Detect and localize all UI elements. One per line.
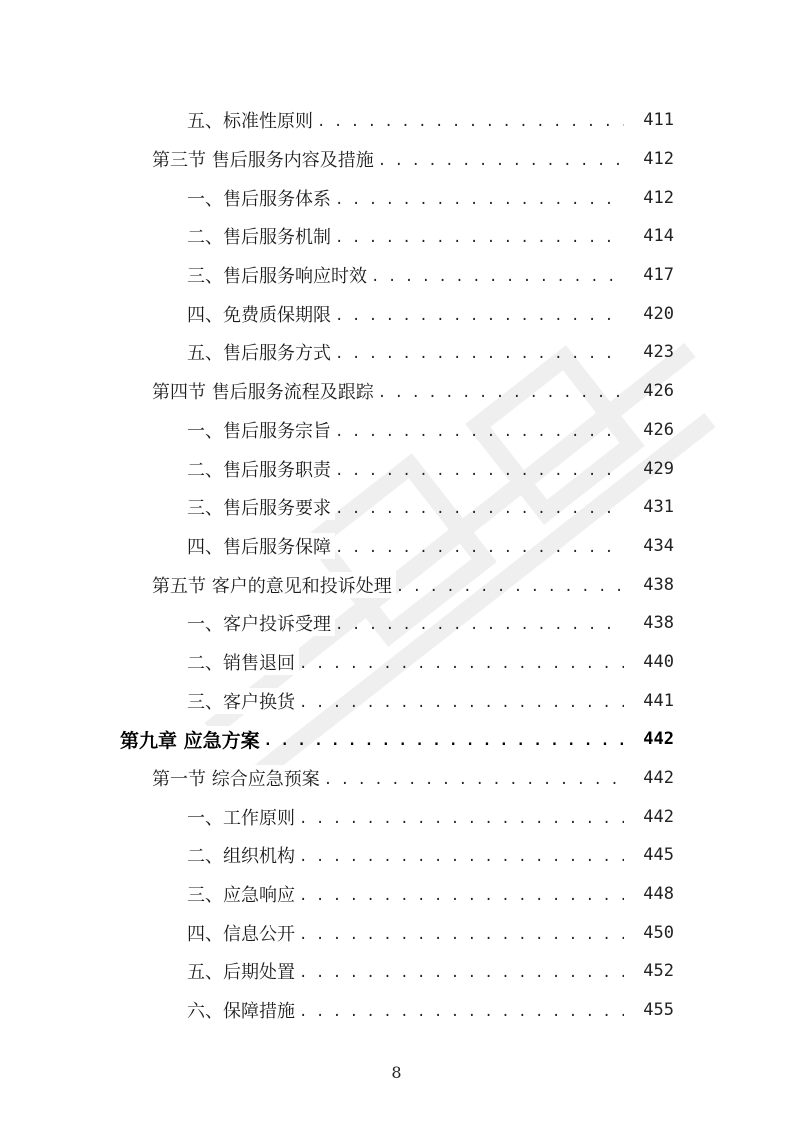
toc-entry[interactable] bbox=[0, 681, 793, 720]
toc-entry-page-number: 450 bbox=[643, 922, 674, 943]
toc-entry-title: 五、售后服务方式 bbox=[187, 339, 335, 365]
toc-entry-page-number: 426 bbox=[643, 419, 674, 440]
toc-entry-page-number: 438 bbox=[643, 574, 674, 595]
toc-entry-title: 二、销售退回 bbox=[187, 649, 299, 675]
toc-dot-leader bbox=[335, 304, 624, 324]
toc-entry-title: 一、客户投诉受理 bbox=[187, 610, 335, 636]
toc-entry[interactable] bbox=[0, 720, 793, 759]
toc-entry-title: 一、售后服务宗旨 bbox=[187, 417, 335, 443]
toc-entry-page-number: 455 bbox=[643, 1000, 674, 1021]
toc-entry-title: 三、应急响应 bbox=[187, 881, 299, 907]
toc-dot-leader bbox=[299, 961, 624, 981]
toc-dot-leader bbox=[378, 149, 624, 169]
toc-dot-leader bbox=[299, 923, 624, 943]
toc-dot-leader bbox=[299, 652, 624, 672]
toc-entry[interactable] bbox=[0, 991, 793, 1030]
toc-entry-page-number: 452 bbox=[643, 961, 674, 982]
toc-entry[interactable] bbox=[0, 333, 793, 372]
toc-entry[interactable] bbox=[0, 913, 793, 952]
toc-dot-leader bbox=[335, 613, 624, 633]
toc-entry-page-number: 442 bbox=[643, 729, 674, 750]
toc-entry-title: 四、免费质保期限 bbox=[187, 301, 335, 327]
toc-dot-leader bbox=[264, 729, 624, 749]
toc-entry-page-number: 442 bbox=[643, 806, 674, 827]
toc-entry[interactable] bbox=[0, 178, 793, 217]
toc-entry[interactable] bbox=[0, 875, 793, 914]
toc-entry-title: 第三节 售后服务内容及措施 bbox=[152, 146, 378, 172]
toc-entry-page-number: 417 bbox=[643, 265, 674, 286]
toc-entry-title: 三、售后服务响应时效 bbox=[187, 262, 371, 288]
toc-entry-title: 第四节 售后服务流程及跟踪 bbox=[152, 378, 378, 404]
toc-entry-page-number: 429 bbox=[643, 458, 674, 479]
toc-entry[interactable] bbox=[0, 411, 793, 450]
toc-dot-leader bbox=[335, 342, 624, 362]
toc-dot-leader bbox=[299, 1000, 624, 1020]
toc-entry[interactable] bbox=[0, 372, 793, 411]
toc-dot-leader bbox=[299, 884, 624, 904]
toc-entry-title: 二、售后服务机制 bbox=[187, 223, 335, 249]
toc-entry[interactable] bbox=[0, 797, 793, 836]
toc-entry[interactable] bbox=[0, 488, 793, 527]
toc-entry[interactable] bbox=[0, 256, 793, 295]
toc-entry[interactable] bbox=[0, 759, 793, 798]
toc-dot-leader bbox=[378, 381, 624, 401]
toc-entry[interactable] bbox=[0, 101, 793, 140]
toc-entry-title: 三、售后服务要求 bbox=[187, 494, 335, 520]
toc-dot-leader bbox=[299, 691, 624, 711]
toc-entry-title: 二、组织机构 bbox=[187, 842, 299, 868]
toc-dot-leader bbox=[335, 188, 624, 208]
toc-dot-leader bbox=[396, 575, 624, 595]
toc-entry-page-number: 414 bbox=[643, 226, 674, 247]
toc-entry[interactable] bbox=[0, 527, 793, 566]
toc-entry[interactable] bbox=[0, 449, 793, 488]
toc-entry-page-number: 420 bbox=[643, 303, 674, 324]
toc-dot-leader bbox=[335, 226, 624, 246]
toc-entry-title: 第一节 综合应急预案 bbox=[152, 765, 324, 791]
toc-entry-page-number: 442 bbox=[643, 768, 674, 789]
toc-entry[interactable] bbox=[0, 217, 793, 256]
page-number-footer: 8 bbox=[391, 1063, 402, 1082]
toc-entry-title: 第九章 应急方案 bbox=[120, 726, 264, 753]
toc-entry-page-number: 431 bbox=[643, 497, 674, 518]
toc-dot-leader bbox=[299, 807, 624, 827]
toc-entry[interactable] bbox=[0, 294, 793, 333]
toc-entry-title: 一、售后服务体系 bbox=[187, 185, 335, 211]
toc-entry-page-number: 412 bbox=[643, 149, 674, 170]
toc-entry-title: 二、售后服务职责 bbox=[187, 456, 335, 482]
toc-entry[interactable] bbox=[0, 565, 793, 604]
toc-entry-page-number: 411 bbox=[643, 110, 674, 131]
toc-dot-leader bbox=[335, 497, 624, 517]
toc-entry-page-number: 445 bbox=[643, 845, 674, 866]
toc-dot-leader bbox=[335, 536, 624, 556]
toc-entry-page-number: 423 bbox=[643, 342, 674, 363]
toc-entry-title: 四、售后服务保障 bbox=[187, 533, 335, 559]
toc-entry-title: 三、客户换货 bbox=[187, 688, 299, 714]
toc-entry[interactable] bbox=[0, 140, 793, 179]
toc-entry-title: 五、标准性原则 bbox=[187, 107, 317, 133]
toc-dot-leader bbox=[335, 420, 624, 440]
toc-entry[interactable] bbox=[0, 643, 793, 682]
toc-entry-page-number: 412 bbox=[643, 187, 674, 208]
toc-dot-leader bbox=[371, 265, 624, 285]
toc-entry-title: 五、后期处置 bbox=[187, 958, 299, 984]
toc-entry-page-number: 438 bbox=[643, 613, 674, 634]
toc-entry-page-number: 426 bbox=[643, 381, 674, 402]
toc-entry[interactable] bbox=[0, 952, 793, 991]
toc-entry-page-number: 440 bbox=[643, 651, 674, 672]
toc-entry-page-number: 441 bbox=[643, 690, 674, 711]
toc-entry[interactable] bbox=[0, 836, 793, 875]
toc-entry[interactable] bbox=[0, 604, 793, 643]
toc-entry-title: 六、保障措施 bbox=[187, 997, 299, 1023]
toc-entry-page-number: 434 bbox=[643, 535, 674, 556]
toc-dot-leader bbox=[335, 459, 624, 479]
toc-entry-page-number: 448 bbox=[643, 884, 674, 905]
toc-dot-leader bbox=[324, 768, 624, 788]
toc-entry-title: 四、信息公开 bbox=[187, 920, 299, 946]
toc-entry-title: 第五节 客户的意见和投诉处理 bbox=[152, 572, 396, 598]
toc-entry-title: 一、工作原则 bbox=[187, 804, 299, 830]
toc-dot-leader bbox=[317, 110, 624, 130]
table-of-contents bbox=[0, 101, 793, 1030]
toc-dot-leader bbox=[299, 845, 624, 865]
